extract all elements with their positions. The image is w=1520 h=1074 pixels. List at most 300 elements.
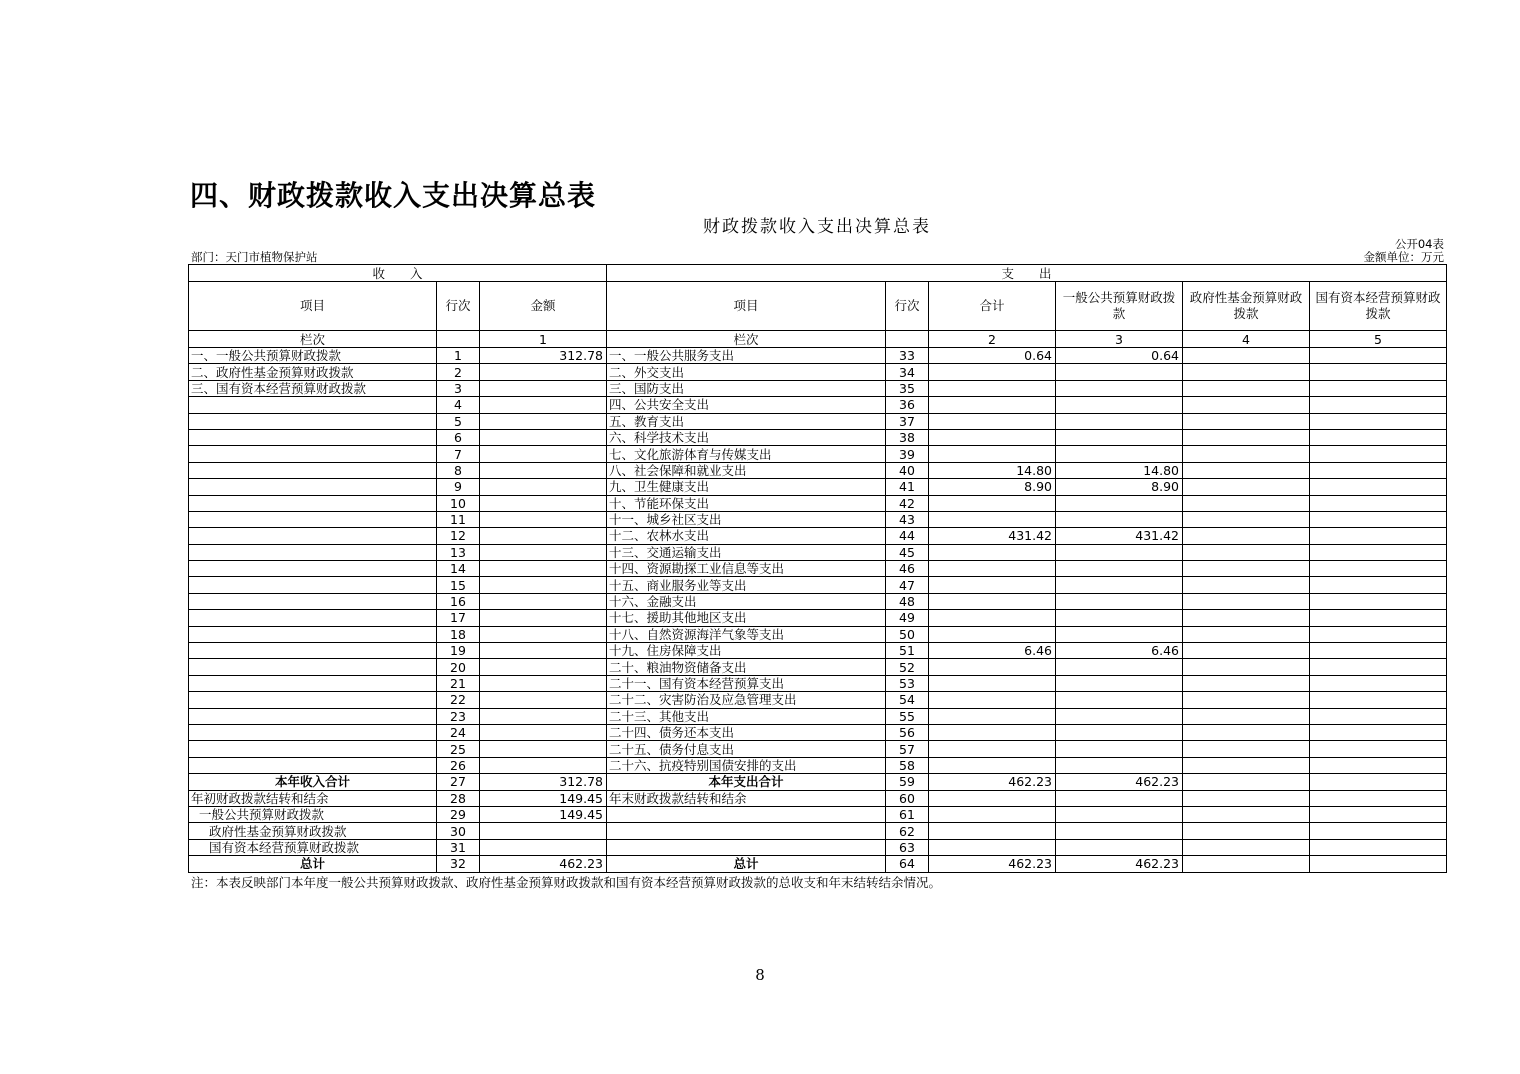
income-amount-cell: 149.45 [480,806,607,822]
expense-item-cell: 年末财政拨款结转和结余 [607,790,886,806]
expense-state-capital-cell [1310,397,1447,413]
expense-item-cell: 十五、商业服务业等支出 [607,577,886,593]
expense-total-cell [929,757,1056,773]
col-index-amount: 1 [480,331,607,348]
table-row [189,757,1447,773]
income-row-no-cell: 21 [437,675,480,691]
page-number: 8 [755,966,765,984]
table-row [189,561,1447,577]
expense-row-no-cell: 48 [886,593,929,609]
expense-general-cell [1056,823,1183,839]
expense-gov-fund-cell [1183,446,1310,462]
expense-total-cell [929,544,1056,560]
expense-state-capital-cell [1310,561,1447,577]
expense-item-cell [607,806,886,822]
expense-state-capital-cell [1310,577,1447,593]
expense-state-capital-cell [1310,839,1447,855]
expense-total-cell [929,724,1056,740]
expense-total-cell [929,610,1056,626]
expense-row-no-cell: 55 [886,708,929,724]
expense-gov-fund-cell [1183,790,1310,806]
expense-row-no-cell: 50 [886,626,929,642]
income-item-cell [189,741,437,757]
expense-state-capital-cell [1310,643,1447,659]
expense-gov-fund-cell [1183,413,1310,429]
expense-total-cell: 431.42 [929,528,1056,544]
income-row-no-cell: 20 [437,659,480,675]
table-row [189,495,1447,511]
expense-item-cell: 二十二、灾害防治及应急管理支出 [607,692,886,708]
income-row-no-cell: 25 [437,741,480,757]
expense-general-cell [1056,692,1183,708]
income-item-cell [189,577,437,593]
expense-gov-fund-cell [1183,823,1310,839]
income-row-no-cell: 6 [437,429,480,445]
income-amount-cell [480,544,607,560]
expense-item-cell: 二十三、其他支出 [607,708,886,724]
expense-item-cell: 十二、农林水支出 [607,528,886,544]
income-item-cell: 本年收入合计 [189,774,437,790]
expense-state-capital-cell [1310,511,1447,527]
income-amount-cell [480,593,607,609]
expense-general-cell [1056,446,1183,462]
table-row [189,364,1447,380]
table-row [189,610,1447,626]
expense-item-cell: 十、节能环保支出 [607,495,886,511]
income-amount-cell [480,364,607,380]
col-header-exp-row-no: 行次 [886,282,929,331]
expense-state-capital-cell [1310,724,1447,740]
income-amount-cell [480,511,607,527]
col-header-general: 一般公共预算财政拨款 [1056,282,1183,331]
table-row [189,429,1447,445]
table-row [189,397,1447,413]
expense-item-cell: 二十一、国有资本经营预算支出 [607,675,886,691]
expense-gov-fund-cell [1183,577,1310,593]
expense-general-cell [1056,364,1183,380]
expense-general-cell [1056,675,1183,691]
income-amount-cell [480,692,607,708]
col-index-empty [437,331,480,348]
expense-total-cell [929,446,1056,462]
expense-gov-fund-cell [1183,774,1310,790]
column-index-row [189,331,1447,348]
expense-general-cell [1056,659,1183,675]
expense-general-cell [1056,495,1183,511]
col-header-gov-fund: 政府性基金预算财政拨款 [1183,282,1310,331]
expense-general-cell [1056,561,1183,577]
expense-general-cell [1056,397,1183,413]
expense-general-cell [1056,380,1183,396]
income-item-cell: 政府性基金预算财政拨款 [189,823,437,839]
expense-row-no-cell: 46 [886,561,929,577]
expense-gov-fund-cell [1183,708,1310,724]
expense-gov-fund-cell [1183,806,1310,822]
expense-state-capital-cell [1310,692,1447,708]
expense-item-cell: 十九、住房保障支出 [607,643,886,659]
expense-gov-fund-cell [1183,626,1310,642]
expense-total-cell [929,561,1056,577]
col-header-amount: 金额 [480,282,607,331]
expense-item-cell: 七、文化旅游体育与传媒支出 [607,446,886,462]
income-item-cell [189,708,437,724]
expense-state-capital-cell [1310,348,1447,364]
expense-item-cell: 五、教育支出 [607,413,886,429]
expense-state-capital-cell [1310,806,1447,822]
col-header-total: 合计 [929,282,1056,331]
expense-general-cell [1056,626,1183,642]
expense-state-capital-cell [1310,479,1447,495]
income-item-cell [189,413,437,429]
expense-general-cell [1056,593,1183,609]
income-item-cell: 三、国有资本经营预算财政拨款 [189,380,437,396]
expense-state-capital-cell [1310,741,1447,757]
expense-total-cell: 462.23 [929,774,1056,790]
table-row [189,774,1447,790]
income-row-no-cell: 5 [437,413,480,429]
income-row-no-cell: 26 [437,757,480,773]
expense-total-cell: 0.64 [929,348,1056,364]
expense-row-no-cell: 51 [886,643,929,659]
income-amount-cell: 149.45 [480,790,607,806]
income-amount-cell [480,479,607,495]
expense-item-cell: 二、外交支出 [607,364,886,380]
income-row-no-cell: 31 [437,839,480,855]
income-row-no-cell: 30 [437,823,480,839]
expense-item-cell: 十三、交通运输支出 [607,544,886,560]
expense-item-cell: 十七、援助其他地区支出 [607,610,886,626]
expense-state-capital-cell [1310,790,1447,806]
expense-gov-fund-cell [1183,544,1310,560]
expense-gov-fund-cell [1183,610,1310,626]
income-amount-cell [480,823,607,839]
expense-gov-fund-cell [1183,380,1310,396]
expense-item-cell: 二十四、债务还本支出 [607,724,886,740]
table-row [189,479,1447,495]
expense-general-cell [1056,413,1183,429]
income-item-cell [189,544,437,560]
expense-row-no-cell: 47 [886,577,929,593]
table-row [189,692,1447,708]
col-header-exp-item: 项目 [607,282,886,331]
expense-total-cell [929,741,1056,757]
expense-item-cell: 二十、粮油物资储备支出 [607,659,886,675]
column-header-row [189,282,1447,331]
expense-state-capital-cell [1310,774,1447,790]
income-row-no-cell: 14 [437,561,480,577]
income-item-cell [189,724,437,740]
table-row [189,413,1447,429]
income-row-no-cell: 28 [437,790,480,806]
income-amount-cell [480,708,607,724]
expense-item-cell: 六、科学技术支出 [607,429,886,445]
expense-gov-fund-cell [1183,364,1310,380]
income-item-cell: 年初财政拨款结转和结余 [189,790,437,806]
income-amount-cell [480,495,607,511]
expense-state-capital-cell [1310,495,1447,511]
expense-gov-fund-cell [1183,429,1310,445]
expense-total-cell [929,429,1056,445]
expense-gov-fund-cell [1183,856,1310,872]
expense-state-capital-cell [1310,659,1447,675]
expense-general-cell: 6.46 [1056,643,1183,659]
expense-total-cell [929,839,1056,855]
table-row [189,724,1447,740]
expense-gov-fund-cell [1183,528,1310,544]
expense-row-no-cell: 54 [886,692,929,708]
col-index-3: 3 [1056,331,1183,348]
expense-general-cell [1056,757,1183,773]
table-title: 财政拨款收入支出决算总表 [703,217,931,237]
expense-general-cell [1056,544,1183,560]
income-row-no-cell: 9 [437,479,480,495]
expense-total-cell [929,511,1056,527]
expense-state-capital-cell [1310,544,1447,560]
income-amount-cell [480,839,607,855]
income-item-cell [189,626,437,642]
expense-total-cell [929,577,1056,593]
income-amount-cell: 312.78 [480,348,607,364]
expense-total-cell [929,692,1056,708]
income-item-cell [189,643,437,659]
expense-row-no-cell: 34 [886,364,929,380]
expense-item-cell: 十八、自然资源海洋气象等支出 [607,626,886,642]
income-amount-cell [480,741,607,757]
income-amount-cell [480,429,607,445]
expense-gov-fund-cell [1183,462,1310,478]
expense-general-cell: 14.80 [1056,462,1183,478]
col-index-exp-label: 栏次 [607,331,886,348]
income-item-cell [189,757,437,773]
income-row-no-cell: 18 [437,626,480,642]
table-row [189,643,1447,659]
expense-item-cell: 八、社会保障和就业支出 [607,462,886,478]
table-row [189,462,1447,478]
income-amount-cell [480,462,607,478]
income-row-no-cell: 16 [437,593,480,609]
expense-item-cell: 四、公共安全支出 [607,397,886,413]
income-row-no-cell: 11 [437,511,480,527]
expense-general-cell [1056,839,1183,855]
expense-item-cell: 十一、城乡社区支出 [607,511,886,527]
expense-gov-fund-cell [1183,643,1310,659]
page-heading: 四、财政拨款收入支出决算总表 [190,179,597,212]
expense-general-cell [1056,429,1183,445]
expense-row-no-cell: 52 [886,659,929,675]
income-amount-cell [480,610,607,626]
expense-total-cell [929,675,1056,691]
expense-row-no-cell: 59 [886,774,929,790]
expense-gov-fund-cell [1183,692,1310,708]
expense-state-capital-cell [1310,462,1447,478]
income-item-cell [189,479,437,495]
expense-item-cell [607,823,886,839]
expense-item-cell: 二十五、债务付息支出 [607,741,886,757]
col-index-label: 栏次 [189,331,437,348]
col-index-empty [886,331,929,348]
income-item-cell [189,675,437,691]
expense-row-no-cell: 45 [886,544,929,560]
expense-gov-fund-cell [1183,839,1310,855]
income-row-no-cell: 22 [437,692,480,708]
income-amount-cell [480,724,607,740]
income-item-cell [189,511,437,527]
expense-total-cell: 462.23 [929,856,1056,872]
income-row-no-cell: 3 [437,380,480,396]
expense-gov-fund-cell [1183,724,1310,740]
income-item-cell [189,659,437,675]
income-row-no-cell: 7 [437,446,480,462]
expense-gov-fund-cell [1183,757,1310,773]
income-item-cell: 总计 [189,856,437,872]
expense-state-capital-cell [1310,757,1447,773]
expense-row-no-cell: 40 [886,462,929,478]
expense-total-cell: 6.46 [929,643,1056,659]
expense-item-cell: 九、卫生健康支出 [607,479,886,495]
table-row [189,446,1447,462]
table-row [189,528,1447,544]
col-index-4: 4 [1183,331,1310,348]
table-row [189,511,1447,527]
income-amount-cell: 462.23 [480,856,607,872]
table-note: 注：本表反映部门本年度一般公共预算财政拨款、政府性基金预算财政拨款和国有资本经营预算财政拨款的总收支和年末结转结余情况。 [191,875,942,890]
income-row-no-cell: 15 [437,577,480,593]
unit-label: 金额单位：万元 [1363,250,1444,264]
col-header-state-capital: 国有资本经营预算财政拨款 [1310,282,1447,331]
expense-row-no-cell: 60 [886,790,929,806]
income-row-no-cell: 17 [437,610,480,626]
expense-gov-fund-cell [1183,561,1310,577]
expense-state-capital-cell [1310,528,1447,544]
expense-row-no-cell: 41 [886,479,929,495]
income-amount-cell [480,757,607,773]
income-row-no-cell: 2 [437,364,480,380]
expense-row-no-cell: 33 [886,348,929,364]
income-row-no-cell: 24 [437,724,480,740]
expense-row-no-cell: 43 [886,511,929,527]
income-item-cell: 一般公共预算财政拨款 [189,806,437,822]
col-header-row-no: 行次 [437,282,480,331]
expense-state-capital-cell [1310,856,1447,872]
expense-row-no-cell: 39 [886,446,929,462]
expense-state-capital-cell [1310,593,1447,609]
expense-state-capital-cell [1310,675,1447,691]
expense-total-cell [929,397,1056,413]
expense-general-cell [1056,790,1183,806]
expense-general-cell: 462.23 [1056,856,1183,872]
income-row-no-cell: 8 [437,462,480,478]
table-row [189,348,1447,364]
expense-total-cell [929,380,1056,396]
expense-row-no-cell: 62 [886,823,929,839]
col-header-item: 项目 [189,282,437,331]
table-row [189,593,1447,609]
expense-row-no-cell: 63 [886,839,929,855]
table-row [189,626,1447,642]
expense-section-label: 支 出 [607,265,1447,282]
expense-general-cell: 462.23 [1056,774,1183,790]
expense-row-no-cell: 56 [886,724,929,740]
expense-row-no-cell: 38 [886,429,929,445]
expense-row-no-cell: 53 [886,675,929,691]
income-row-no-cell: 10 [437,495,480,511]
expense-total-cell: 14.80 [929,462,1056,478]
table-row [189,806,1447,822]
income-item-cell [189,593,437,609]
expense-row-no-cell: 49 [886,610,929,626]
expense-item-cell: 十六、金融支出 [607,593,886,609]
col-index-2: 2 [929,331,1056,348]
expense-general-cell [1056,577,1183,593]
expense-total-cell [929,495,1056,511]
expense-state-capital-cell [1310,429,1447,445]
expense-state-capital-cell [1310,610,1447,626]
expense-gov-fund-cell [1183,659,1310,675]
expense-row-no-cell: 64 [886,856,929,872]
expense-item-cell: 十四、资源勘探工业信息等支出 [607,561,886,577]
expense-general-cell [1056,806,1183,822]
col-index-5: 5 [1310,331,1447,348]
income-amount-cell: 312.78 [480,774,607,790]
income-amount-cell [480,626,607,642]
expense-gov-fund-cell [1183,675,1310,691]
expense-row-no-cell: 61 [886,806,929,822]
expense-row-no-cell: 44 [886,528,929,544]
table-row [189,823,1447,839]
income-amount-cell [480,675,607,691]
income-amount-cell [480,577,607,593]
expense-state-capital-cell [1310,823,1447,839]
income-row-no-cell: 29 [437,806,480,822]
department-label: 部门：天门市植物保护站 [191,250,318,264]
income-item-cell: 国有资本经营预算财政拨款 [189,839,437,855]
income-section-label: 收 入 [189,265,607,282]
expense-row-no-cell: 57 [886,741,929,757]
income-amount-cell [480,643,607,659]
expense-state-capital-cell [1310,413,1447,429]
income-row-no-cell: 19 [437,643,480,659]
expense-total-cell [929,364,1056,380]
income-amount-cell [480,413,607,429]
expense-item-cell [607,839,886,855]
income-item-cell [189,610,437,626]
table-row [189,741,1447,757]
table-row [189,675,1447,691]
income-row-no-cell: 27 [437,774,480,790]
table-row [189,839,1447,855]
income-amount-cell [480,446,607,462]
expense-item-cell: 二十六、抗疫特别国债安排的支出 [607,757,886,773]
expense-total-cell: 8.90 [929,479,1056,495]
expense-state-capital-cell [1310,626,1447,642]
income-item-cell [189,528,437,544]
expense-row-no-cell: 58 [886,757,929,773]
income-row-no-cell: 13 [437,544,480,560]
table-row [189,544,1447,560]
table-row [189,659,1447,675]
income-row-no-cell: 23 [437,708,480,724]
table-row [189,856,1447,872]
table-row [189,380,1447,396]
income-item-cell: 二、政府性基金预算财政拨款 [189,364,437,380]
income-row-no-cell: 1 [437,348,480,364]
expense-row-no-cell: 37 [886,413,929,429]
expense-row-no-cell: 36 [886,397,929,413]
expense-item-cell: 一、一般公共服务支出 [607,348,886,364]
expense-total-cell [929,823,1056,839]
expense-state-capital-cell [1310,364,1447,380]
expense-general-cell [1056,708,1183,724]
